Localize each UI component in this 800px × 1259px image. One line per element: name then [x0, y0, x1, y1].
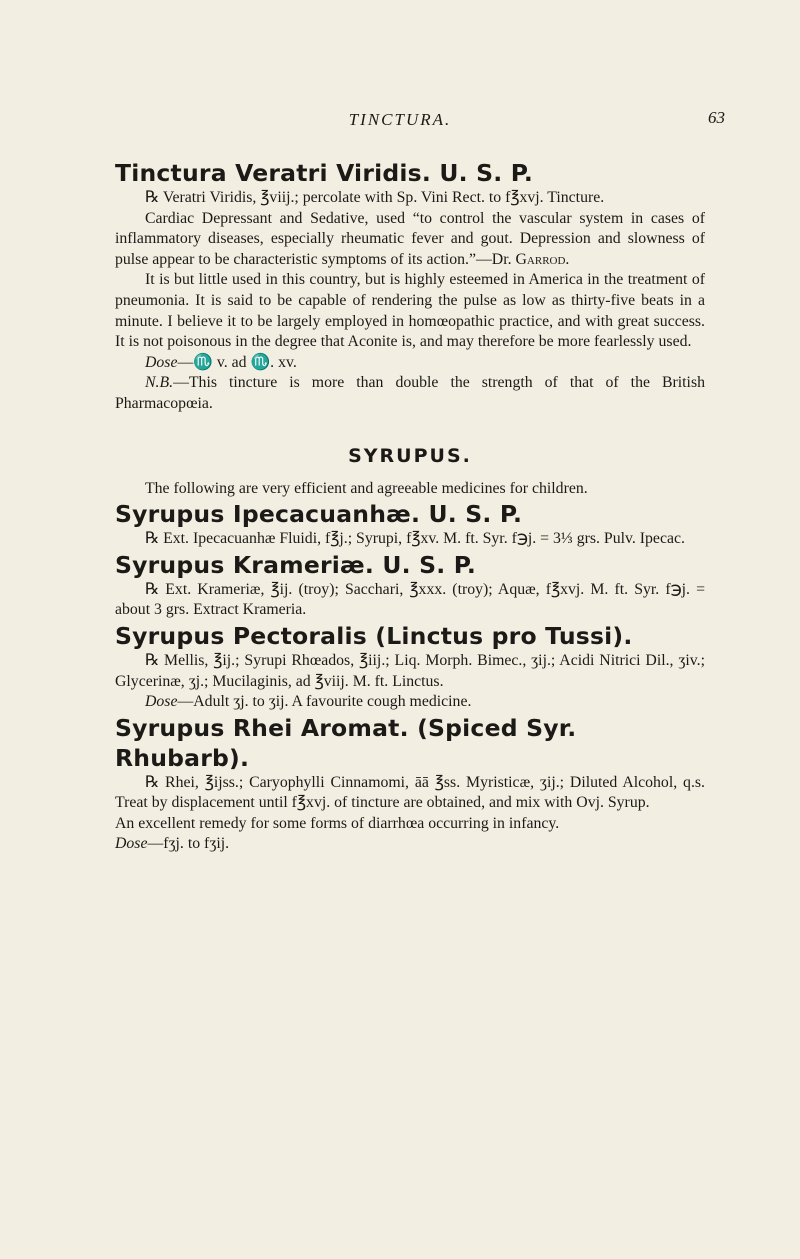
- syrupus-pectoralis-entry: [115, 621, 705, 713]
- pectoralis-dose-label: Dose: [145, 693, 178, 711]
- veratri-cardiac-text: Cardiac Depressant and Sedative, used “to control the vascular system in cases of inflammatory diseases, especially rheumatic fever and gout. Depression and slowness of pulse appear to be characteristic symptoms of its action.”—Dr.: [115, 209, 705, 268]
- veratri-recipe: ℞ Veratri Viridis, ℥viij.; percolate with Sp. Vini Rect. to f℥xvj. Tincture.: [145, 189, 605, 206]
- syrupus-krameriae-entry: [115, 550, 705, 621]
- veratri-dose-label: Dose: [145, 353, 178, 371]
- running-title: TINCTURA.: [348, 110, 452, 129]
- pectoralis-title: Syrupus Pectoralis (Linctus pro Tussi).: [115, 621, 633, 650]
- veratri-dose: [115, 353, 705, 374]
- veratri-usage: It is but little used in this country, but is highly esteemed in America in the treatment of pneumonia. It is said to be capable of rendering the pulse as low as thirty-five beats in a minute. I believe it to be largely employed in homœopathic practice, and with great success. It is not poisonous in the degree that Aconite is, and may therefore be more fearlessly used.: [115, 271, 705, 351]
- rhei-dose-label: Dose: [115, 835, 148, 853]
- syrupus-heading: SYRUPUS.: [348, 444, 472, 467]
- veratri-dose-value: —♏ v. ad ♏. xv.: [177, 353, 297, 371]
- rhei-title: Syrupus Rhei Aromat. (Spiced Syr. Rhubarb).: [115, 713, 577, 772]
- tinctura-veratri-entry: [115, 158, 705, 415]
- pectoralis-recipe: ℞ Mellis, ℥ij.; Syrupi Rhœados, ℥iij.; Liq. Morph. Bimec., ʒij.; Acidi Nitrici Dil., ʒiv.; Glycerinæ, ʒj.; Mucilaginis, ad ℥viij. M. ft. Linctus.: [115, 651, 705, 690]
- rhei-dose-value: —fʒj. to fʒij.: [147, 835, 230, 853]
- veratri-title: Tinctura Veratri Viridis. U. S. P.: [115, 159, 533, 187]
- page-number: 63: [708, 108, 725, 127]
- veratri-cardiac-author: Garrod.: [515, 250, 570, 268]
- veratri-nota-bene: [115, 373, 705, 414]
- krameriae-title: Syrupus Krameriæ. U. S. P.: [115, 550, 477, 579]
- page-content: [115, 158, 705, 855]
- syrupus-intro: The following are very efficient and agreeable medicines for children.: [145, 479, 588, 497]
- syrupus-ipecacuanhae-entry: [115, 499, 705, 550]
- rhei-recipe: ℞ Rhei, ℥ijss.; Caryophylli Cinnamomi, āā ℥ss. Myristicæ, ʒij.; Diluted Alcohol, q.s. Treat by displacement until f℥xvj. of tincture are obtained, and mix with Ovj. Syrup.: [115, 773, 705, 812]
- rhei-remedy: An excellent remedy for some forms of diarrhœa occurring in infancy.: [115, 814, 560, 832]
- pectoralis-dose-value: —Adult ʒj. to ʒij. A favourite cough medicine.: [177, 693, 472, 711]
- krameriae-recipe: ℞ Ext. Krameriæ, ℥ij. (troy); Sacchari, ℥xxx. (troy); Aquæ, f℥xvj. M. ft. Syr. f℈j. = about 3 grs. Extract Krameria.: [115, 580, 705, 619]
- rhei-dose: [115, 834, 705, 855]
- pectoralis-dose: [115, 692, 705, 713]
- veratri-nb-text: —This tincture is more than double the strength of that of the British Pharmacopœia.: [115, 374, 705, 412]
- ipecac-recipe: ℞ Ext. Ipecacuanhæ Fluidi, f℥j.; Syrupi, f℥xv. M. ft. Syr. f℈j. = 3⅓ grs. Pulv. Ipecac.: [145, 530, 685, 548]
- veratri-cardiac-paragraph: [115, 209, 705, 271]
- syrupus-rhei-entry: [115, 713, 705, 855]
- veratri-nb-label: N.B.: [145, 374, 174, 392]
- ipecac-title: Syrupus Ipecacuanhæ. U. S. P.: [115, 500, 523, 529]
